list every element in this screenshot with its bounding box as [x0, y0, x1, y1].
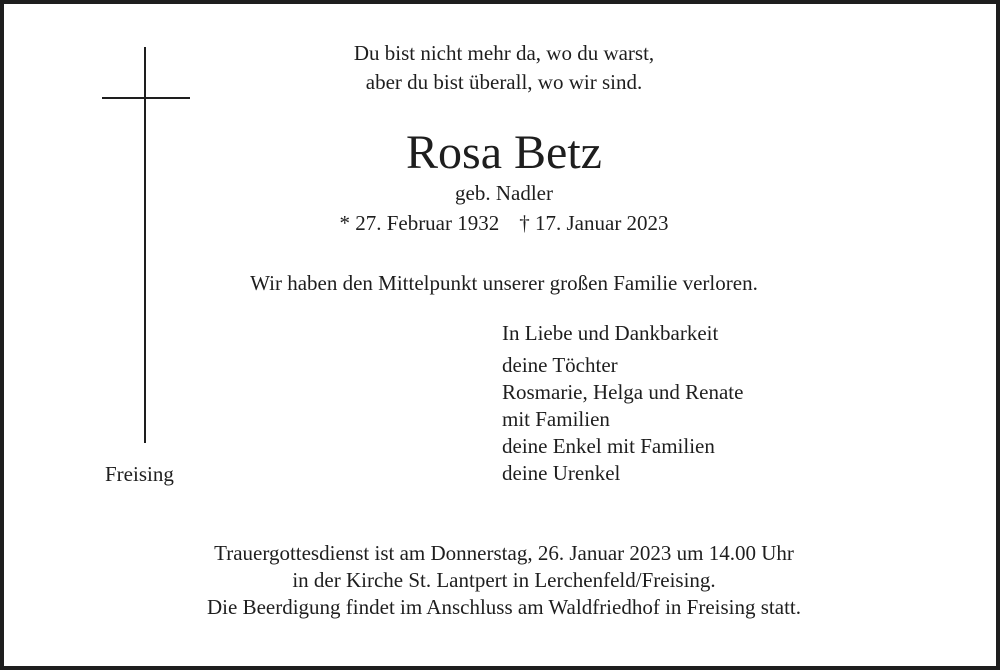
mourner-line: Rosmarie, Helga und Renate [502, 380, 744, 404]
life-dates [4, 210, 1000, 237]
mourner-line: deine Urenkel [502, 461, 621, 485]
place-name: Freising [105, 462, 174, 486]
service-line-2: in der Kirche St. Lantpert in Lerchenfeld/Freising. [292, 568, 716, 592]
mourner-line: mit Familien [502, 407, 610, 431]
signoff-block [502, 320, 743, 487]
signoff-intro: In Liebe und Dankbarkeit [502, 321, 719, 345]
service-line-3: Die Beerdigung findet im Anschluss am Waldfriedhof in Freising statt. [207, 595, 801, 619]
mourner-line: deine Töchter [502, 353, 618, 377]
cross-icon [102, 47, 190, 443]
service-line-1: Trauergottesdienst ist am Donnerstag, 26. Januar 2023 um 14.00 Uhr [214, 541, 794, 565]
family-message: Wir haben den Mittelpunkt unserer großen Familie verloren. [250, 271, 758, 295]
motto-line-2: aber du bist überall, wo wir sind. [365, 70, 643, 94]
deceased-name: Rosa Betz [406, 126, 602, 179]
mourner-line: deine Enkel mit Familien [502, 434, 715, 458]
motto-line-1: Du bist nicht mehr da, wo du warst, [353, 41, 655, 65]
death-date: † 17. Januar 2023 [519, 211, 669, 235]
maiden-name: geb. Nadler [455, 181, 553, 205]
birth-date: * 27. Februar 1932 [339, 211, 500, 235]
